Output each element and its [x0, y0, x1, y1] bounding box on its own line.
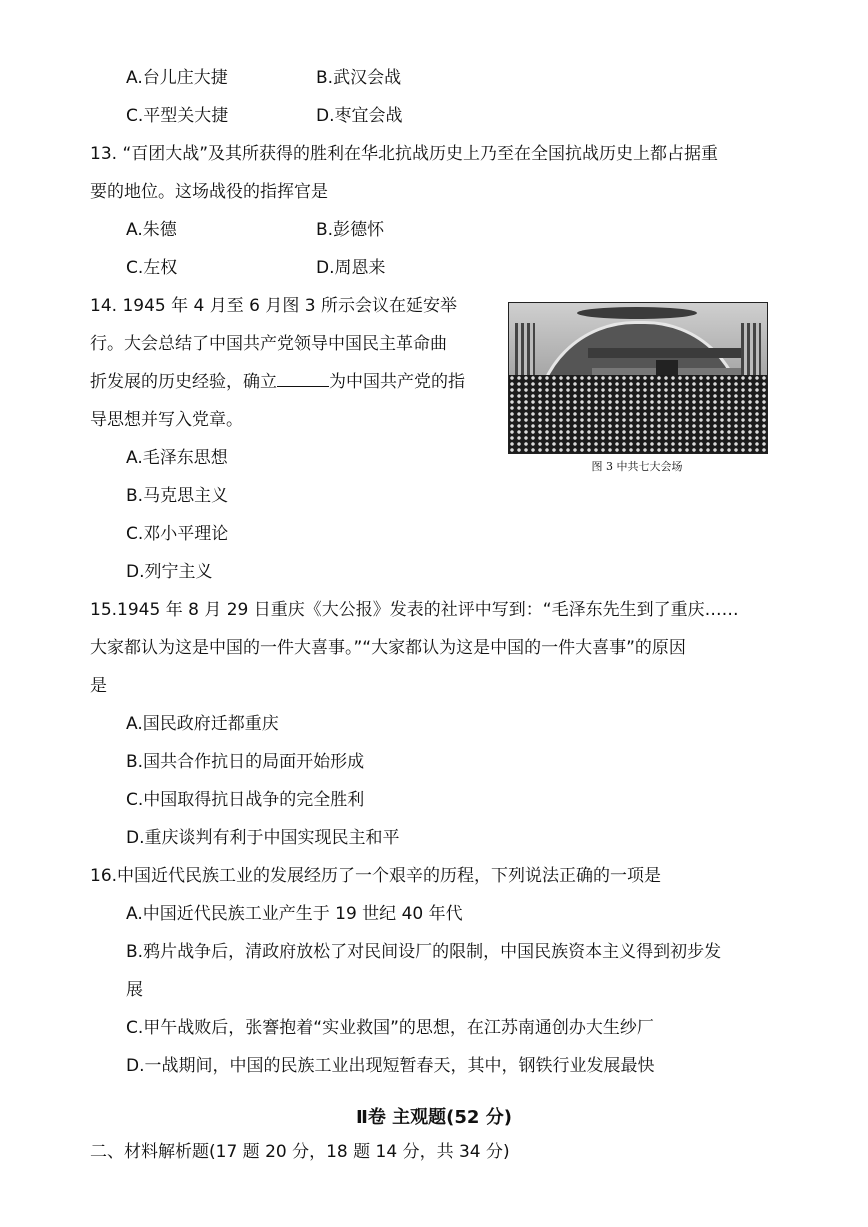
q15-stem-line3: 是: [90, 676, 107, 696]
q14-stem-line3-after: 为中国共产党的指: [329, 372, 465, 392]
q13-option-d: D.周恩来: [316, 258, 386, 278]
congress-hall-photo: [508, 302, 768, 454]
q14-option-b: B.马克思主义: [126, 486, 229, 506]
answer-blank: [277, 371, 329, 387]
photo-flags-right: [741, 323, 761, 383]
q13-option-c: C.左权: [126, 258, 178, 278]
photo-flags-left: [515, 323, 535, 383]
section-subtitle: 二、材料解析题(17 题 20 分，18 题 14 分，共 34 分): [90, 1142, 510, 1162]
q15-option-b: B.国共合作抗日的局面开始形成: [126, 752, 365, 772]
q15-option-a: A.国民政府迁都重庆: [126, 714, 279, 734]
q12-option-c: C.平型关大捷: [126, 106, 229, 126]
q14-option-c: C.邓小平理论: [126, 524, 229, 544]
section-title: Ⅱ卷 主观题(52 分): [356, 1107, 512, 1128]
q13-stem-line1: 13. “百团大战”及其所获得的胜利在华北抗战历史上乃至在全国抗战历史上都占据重: [90, 144, 719, 164]
q12-option-b: B.武汉会战: [316, 68, 402, 88]
q15-stem-line2: 大家都认为这是中国的一件大喜事。”“大家都认为这是中国的一件大喜事”的原因: [90, 638, 686, 658]
q14-option-a: A.毛泽东思想: [126, 448, 228, 468]
q13-stem-line2: 要的地位。这场战役的指挥官是: [90, 182, 328, 202]
q14-stem-line2: 行。大会总结了中国共产党领导中国民主革命曲: [90, 334, 447, 354]
q14-stem-line3: [90, 370, 465, 394]
q15-option-c: C.中国取得抗日战争的完全胜利: [126, 790, 365, 810]
q14-option-d: D.列宁主义: [126, 562, 213, 582]
q16-option-a: A.中国近代民族工业产生于 19 世纪 40 年代: [126, 904, 463, 924]
q14-stem-line3-before: 折发展的历史经验，确立: [90, 372, 277, 392]
q12-option-d: D.枣宜会战: [316, 106, 403, 126]
q16-option-b-line1: B.鸦片战争后，清政府放松了对民间设厂的限制，中国民族资本主义得到初步发: [126, 942, 722, 962]
photo-stage-banner: [588, 348, 744, 358]
q14-stem-line1: 14. 1945 年 4 月至 6 月图 3 所示会议在延安举: [90, 296, 457, 316]
q16-option-c: C.甲午战败后，张謇抱着“实业救国”的思想，在江苏南通创办大生纱厂: [126, 1018, 654, 1038]
q13-option-b: B.彭德怀: [316, 220, 385, 240]
q12-option-a: A.台儿庄大捷: [126, 68, 228, 88]
q13-option-a: A.朱德: [126, 220, 177, 240]
photo-top-banner: [577, 307, 697, 319]
photo-crowd: [509, 375, 767, 453]
figure-caption: 图 3 中共七大会场: [591, 460, 683, 473]
q16-option-d: D.一战期间，中国的民族工业出现短暂春天，其中，钢铁行业发展最快: [126, 1056, 655, 1076]
q16-stem-line1: 16.中国近代民族工业的发展经历了一个艰辛的历程，下列说法正确的一项是: [90, 866, 662, 886]
q16-option-b-line2: 展: [126, 980, 143, 1000]
q15-option-d: D.重庆谈判有利于中国实现民主和平: [126, 828, 400, 848]
q15-stem-line1: 15.1945 年 8 月 29 日重庆《大公报》发表的社评中写到：“毛泽东先生到了重庆……: [90, 600, 739, 620]
q14-stem-line4: 导思想并写入党章。: [90, 410, 243, 430]
